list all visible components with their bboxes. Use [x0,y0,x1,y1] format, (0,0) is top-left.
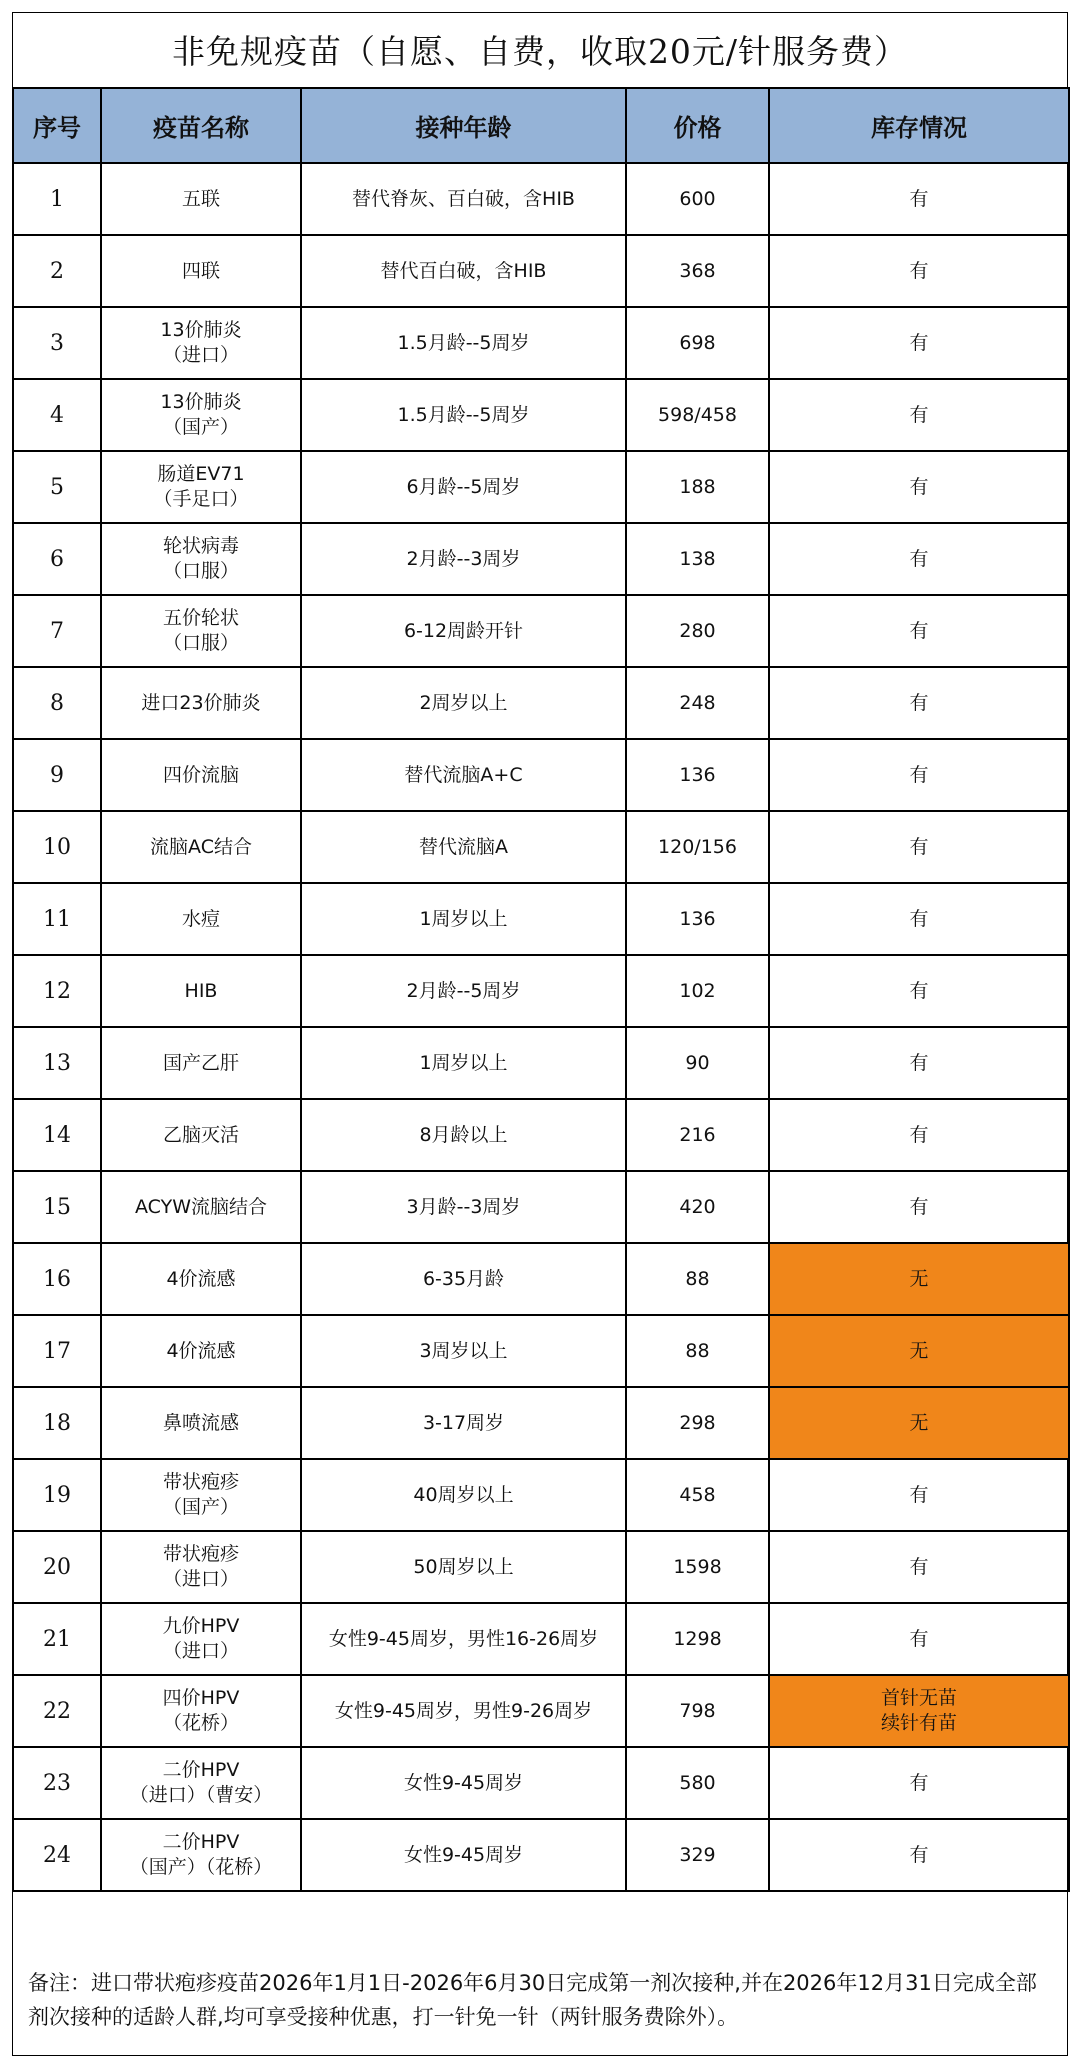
table-row [13,883,1069,955]
stock-status: 首针无苗 续针有苗 [769,1675,1069,1747]
vaccine-name: 13价肺炎 （国产） [101,379,301,451]
price: 90 [626,1027,769,1099]
header-age: 接种年龄 [301,88,626,163]
row-number: 2 [13,235,101,307]
price: 420 [626,1171,769,1243]
vaccine-name: 二价HPV （进口）（曹安） [101,1747,301,1819]
row-number: 21 [13,1603,101,1675]
vaccination-age: 2周岁以上 [301,667,626,739]
vaccination-age: 替代流脑A+C [301,739,626,811]
price: 248 [626,667,769,739]
row-number: 22 [13,1675,101,1747]
vaccination-age: 替代流脑A [301,811,626,883]
stock-status: 有 [769,523,1069,595]
page-title: 非免规疫苗（自愿、自费，收取20元/针服务费） [171,32,909,71]
footnote: 备注：进口带状疱疹疫苗2026年1月1日-2026年6月30日完成第一剂次接种,并在2026年12月31日完成全部剂次接种的适龄人群,均可享受接种优惠，打一针免一针（两针服务费除外）。 [28,1971,1037,2029]
stock-status: 有 [769,451,1069,523]
header-vaccine-name: 疫苗名称 [101,88,301,163]
vaccine-name: 五联 [101,163,301,235]
price: 580 [626,1747,769,1819]
vaccine-name: 4价流感 [101,1315,301,1387]
vaccine-name: 九价HPV （进口） [101,1603,301,1675]
vaccine-name: 13价肺炎 （进口） [101,307,301,379]
vaccine-name: 带状疱疹 （进口） [101,1531,301,1603]
price: 598/458 [626,379,769,451]
stock-status: 有 [769,811,1069,883]
table-row [13,235,1069,307]
table-row [13,955,1069,1027]
price: 188 [626,451,769,523]
stock-status: 无 [769,1387,1069,1459]
price: 138 [626,523,769,595]
table-row [13,1819,1069,1891]
price: 280 [626,595,769,667]
vaccine-name: ACYW流脑结合 [101,1171,301,1243]
vaccination-age: 1.5月龄--5周岁 [301,307,626,379]
row-number: 18 [13,1387,101,1459]
row-number: 10 [13,811,101,883]
row-number: 4 [13,379,101,451]
stock-status: 有 [769,1819,1069,1891]
row-number: 7 [13,595,101,667]
table-row [13,451,1069,523]
vaccine-name: 鼻喷流感 [101,1387,301,1459]
row-number: 3 [13,307,101,379]
row-number: 6 [13,523,101,595]
vaccine-table [12,87,1070,1892]
stock-status: 有 [769,1171,1069,1243]
row-number: 12 [13,955,101,1027]
header-no: 序号 [13,88,101,163]
stock-status: 有 [769,307,1069,379]
stock-status: 有 [769,1027,1069,1099]
row-number: 8 [13,667,101,739]
stock-status: 有 [769,1603,1069,1675]
vaccination-age: 6-35月龄 [301,1243,626,1315]
vaccine-name: 水痘 [101,883,301,955]
table-row [13,739,1069,811]
stock-status: 有 [769,1531,1069,1603]
stock-status: 有 [769,163,1069,235]
vaccination-age: 女性9-45周岁，男性16-26周岁 [301,1603,626,1675]
price: 368 [626,235,769,307]
stock-status: 有 [769,379,1069,451]
stock-status: 有 [769,1459,1069,1531]
price: 102 [626,955,769,1027]
row-number: 13 [13,1027,101,1099]
row-number: 20 [13,1531,101,1603]
table-row [13,1531,1069,1603]
vaccine-name: HIB [101,955,301,1027]
stock-status: 有 [769,955,1069,1027]
vaccination-age: 2月龄--3周岁 [301,523,626,595]
vaccine-name: 乙脑灭活 [101,1099,301,1171]
price: 698 [626,307,769,379]
header-price: 价格 [626,88,769,163]
vaccination-age: 6月龄--5周岁 [301,451,626,523]
table-header-row [13,88,1069,163]
price: 88 [626,1243,769,1315]
table-row [13,1027,1069,1099]
row-number: 5 [13,451,101,523]
table-row [13,811,1069,883]
vaccine-name: 带状疱疹 （国产） [101,1459,301,1531]
vaccine-name: 四联 [101,235,301,307]
stock-status: 有 [769,1747,1069,1819]
vaccination-age: 3-17周岁 [301,1387,626,1459]
vaccination-age: 3月龄--3周岁 [301,1171,626,1243]
stock-status: 有 [769,667,1069,739]
stock-status: 有 [769,595,1069,667]
vaccine-name: 轮状病毒 （口服） [101,523,301,595]
row-number: 9 [13,739,101,811]
row-number: 15 [13,1171,101,1243]
price: 600 [626,163,769,235]
table-row [13,1675,1069,1747]
vaccination-age: 1.5月龄--5周岁 [301,379,626,451]
vaccine-name: 4价流感 [101,1243,301,1315]
vaccination-age: 替代脊灰、百白破，含HIB [301,163,626,235]
price: 1598 [626,1531,769,1603]
stock-status: 无 [769,1315,1069,1387]
table-row [13,595,1069,667]
table-row [13,667,1069,739]
vaccine-name: 进口23价肺炎 [101,667,301,739]
price: 329 [626,1819,769,1891]
stock-status: 无 [769,1243,1069,1315]
row-number: 17 [13,1315,101,1387]
row-number: 1 [13,163,101,235]
price: 120/156 [626,811,769,883]
row-number: 16 [13,1243,101,1315]
table-row [13,163,1069,235]
table-row [13,1747,1069,1819]
vaccination-age: 替代百白破，含HIB [301,235,626,307]
price: 136 [626,739,769,811]
row-number: 11 [13,883,101,955]
table-row [13,1315,1069,1387]
stock-status: 有 [769,739,1069,811]
table-row [13,523,1069,595]
vaccination-age: 3周岁以上 [301,1315,626,1387]
vaccine-name: 肠道EV71 （手足口） [101,451,301,523]
price: 88 [626,1315,769,1387]
price: 298 [626,1387,769,1459]
row-number: 19 [13,1459,101,1531]
vaccine-name: 四价流脑 [101,739,301,811]
vaccine-name: 二价HPV （国产）（花桥） [101,1819,301,1891]
vaccination-age: 女性9-45周岁，男性9-26周岁 [301,1675,626,1747]
vaccine-name: 国产乙肝 [101,1027,301,1099]
row-number: 23 [13,1747,101,1819]
stock-status: 有 [769,235,1069,307]
table-row [13,1243,1069,1315]
table-row [13,1459,1069,1531]
vaccination-age: 女性9-45周岁 [301,1819,626,1891]
stock-status: 有 [769,1099,1069,1171]
row-number: 24 [13,1819,101,1891]
price: 1298 [626,1603,769,1675]
vaccination-age: 2月龄--5周岁 [301,955,626,1027]
vaccination-age: 50周岁以上 [301,1531,626,1603]
vaccination-age: 40周岁以上 [301,1459,626,1531]
table-row [13,1603,1069,1675]
vaccine-name: 五价轮状 （口服） [101,595,301,667]
vaccine-name: 四价HPV （花桥） [101,1675,301,1747]
vaccination-age: 1周岁以上 [301,883,626,955]
price: 458 [626,1459,769,1531]
table-row [13,1171,1069,1243]
row-number: 14 [13,1099,101,1171]
header-stock: 库存情况 [769,88,1069,163]
price: 136 [626,883,769,955]
table-row [13,379,1069,451]
vaccination-age: 8月龄以上 [301,1099,626,1171]
table-row [13,1387,1069,1459]
price: 798 [626,1675,769,1747]
price: 216 [626,1099,769,1171]
stock-status: 有 [769,883,1069,955]
vaccination-age: 1周岁以上 [301,1027,626,1099]
table-row [13,1099,1069,1171]
vaccination-age: 女性9-45周岁 [301,1747,626,1819]
table-row [13,307,1069,379]
vaccination-age: 6-12周龄开针 [301,595,626,667]
vaccine-name: 流脑AC结合 [101,811,301,883]
